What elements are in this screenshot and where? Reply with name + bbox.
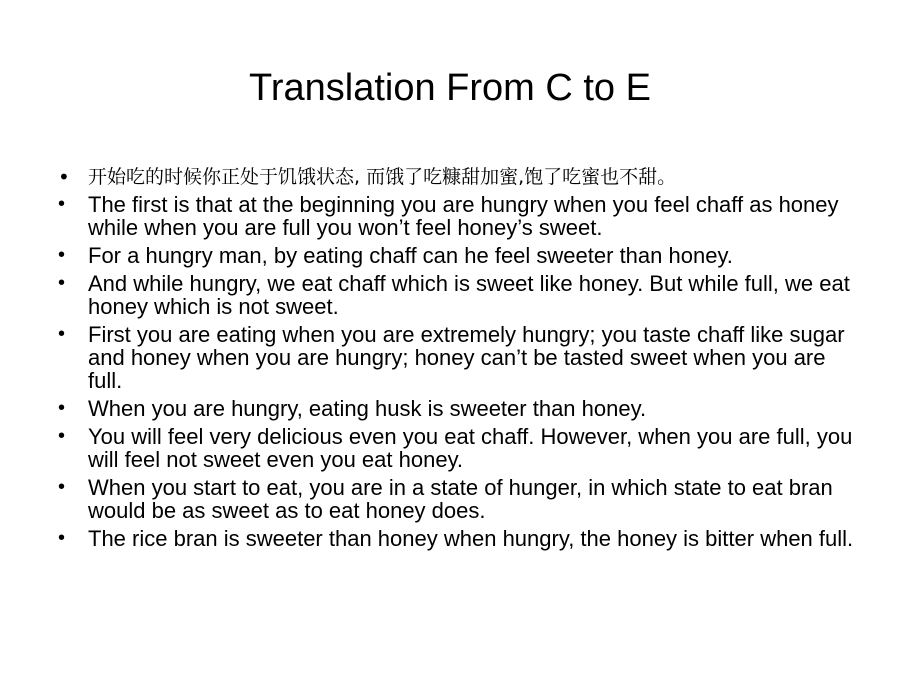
bullet-icon: • xyxy=(58,527,66,549)
bullet-item xyxy=(58,323,858,392)
bullet-item xyxy=(58,193,858,239)
bullet-text: When you are hungry, eating husk is sweeter than honey. xyxy=(88,396,647,421)
bullet-item xyxy=(58,165,858,189)
bullet-icon: • xyxy=(58,323,66,345)
bullet-text: For a hungry man, by eating chaff can he feel sweeter than honey. xyxy=(88,243,733,268)
bullet-icon: • xyxy=(58,165,70,189)
slide-title: Translation From C to E xyxy=(249,67,651,109)
bullet-item xyxy=(58,476,858,522)
bullet-text: First you are eating when you are extremely hungry; you taste chaff like sugar and honey when you are hungry; honey can’t be tasted sweet when you are full. xyxy=(88,322,845,393)
bullet-text: 开始吃的时候你正处于饥饿状态, 而饿了吃糠甜加蜜,饱了吃蜜也不甜。 xyxy=(88,166,677,188)
bullet-text: And while hungry, we eat chaff which is sweet like honey. But while full, we eat honey which is not sweet. xyxy=(88,271,850,319)
bullet-list xyxy=(58,165,858,555)
bullet-icon: • xyxy=(58,272,66,294)
bullet-icon: • xyxy=(58,397,66,419)
bullet-item xyxy=(58,397,858,420)
bullet-item xyxy=(58,425,858,471)
bullet-item xyxy=(58,527,858,550)
bullet-text: When you start to eat, you are in a state of hunger, in which state to eat bran would be as sweet as to eat honey does. xyxy=(88,475,833,523)
bullet-icon: • xyxy=(58,244,66,266)
bullet-item xyxy=(58,272,858,318)
bullet-text: You will feel very delicious even you eat chaff. However, when you are full, you will feel not sweet even you eat honey. xyxy=(88,424,853,472)
bullet-icon: • xyxy=(58,476,66,498)
bullet-text: The first is that at the beginning you are hungry when you feel chaff as honey while when you are full you won’t feel honey’s sweet. xyxy=(88,192,839,240)
bullet-icon: • xyxy=(58,193,66,215)
bullet-item xyxy=(58,244,858,267)
bullet-icon: • xyxy=(58,425,66,447)
bullet-text: The rice bran is sweeter than honey when hungry, the honey is bitter when full. xyxy=(88,526,854,551)
